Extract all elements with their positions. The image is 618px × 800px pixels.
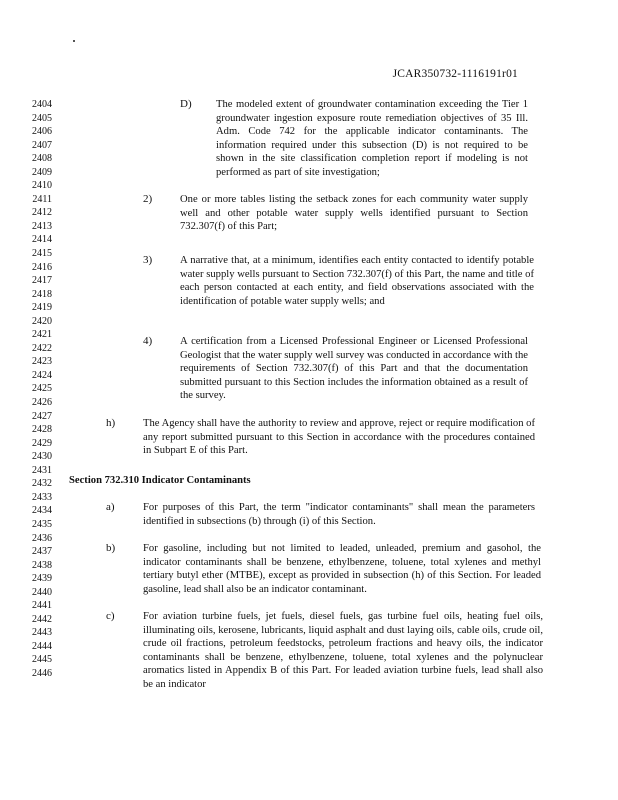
line-number: 2434 <box>32 505 52 517</box>
line-number: 2435 <box>32 518 52 530</box>
item-text-2: One or more tables listing the setback zones for each community water supply well and other potable water supply wells identified pursuant to Section 732.307(f) of this Part; <box>180 194 528 233</box>
line-number: 2440 <box>32 586 52 598</box>
item-label-3: 3) <box>143 254 153 266</box>
line-number: 2425 <box>32 383 52 395</box>
line-number: 2415 <box>32 248 52 260</box>
line-number: 2429 <box>32 437 52 449</box>
line-number: 2433 <box>32 491 52 503</box>
line-number: 2443 <box>32 627 52 639</box>
line-number: 2414 <box>32 234 52 246</box>
item-text-h: The Agency shall have the authority to review and approve, reject or require modification of any report submitted pursuant to this Section in accordance with the procedures contained in Subpart E of this Part. <box>143 418 535 457</box>
line-number: 2418 <box>32 288 52 300</box>
line-number: 2421 <box>32 329 52 341</box>
line-number: 2438 <box>32 559 52 571</box>
line-number: 2408 <box>32 153 52 165</box>
line-number: 2439 <box>32 573 52 585</box>
line-number: 2405 <box>32 112 52 124</box>
line-number: 2427 <box>32 410 52 422</box>
line-number: 2410 <box>32 180 52 192</box>
line-number: 2411 <box>32 193 52 205</box>
section-item-label-c: c) <box>106 610 115 622</box>
line-number: 2441 <box>32 600 52 612</box>
item-label-h: h) <box>106 417 116 429</box>
item-label-4: 4) <box>143 335 153 347</box>
item-label-2: 2) <box>143 193 153 205</box>
line-number: 2437 <box>32 546 52 558</box>
line-number: 2416 <box>32 261 52 273</box>
line-number: 2417 <box>32 275 52 287</box>
line-number: 2424 <box>32 369 52 381</box>
line-number: 2430 <box>32 451 52 463</box>
line-number: 2426 <box>32 397 52 409</box>
line-number: 2404 <box>32 99 52 110</box>
section-item-text-c: For aviation turbine fuels, jet fuels, diesel fuels, gas turbine fuel oils, heating fuel oils, illuminating oils, kerosene, lubricants, liquid asphalt and dust laying oils, cable oils, crude oil, crude oil fractions, petroleum feedstocks, petroleum fractions and heavy oils, the indicator contaminants shall be benzene, ethylbenzene, toluene, total xylenes and the polynuclear aromatics listed in Appendix B of this Part. For leaded aviation turbine fuels, lead shall also be an indicator <box>143 611 543 690</box>
line-number: 2445 <box>32 654 52 666</box>
section-item-text-b: For gasoline, including but not limited to leaded, unleaded, premium and gasohol, the indicator contaminants shall be benzene, ethylbenzene, toluene, total xylenes and methyl tertiary butyl ether (MTBE), except as provided in subsection (h) of this Section. For leaded gasoline, lead shall also be an indicator contaminant. <box>143 543 541 595</box>
document-id-header: JCAR350732-1116191r01 <box>392 68 518 80</box>
section-heading: Section 732.310 Indicator Contaminants <box>69 475 251 486</box>
section-item-text-a: For purposes of this Part, the term "indicator contaminants" shall mean the parameters identified in subsections (b) through (i) of this Section. <box>143 502 535 527</box>
line-number: 2428 <box>32 424 52 436</box>
line-number: 2407 <box>32 139 52 151</box>
line-number-gutter <box>18 98 52 681</box>
line-number: 2446 <box>32 667 52 679</box>
line-number: 2419 <box>32 302 52 314</box>
item-text-d: The modeled extent of groundwater contamination exceeding the Tier 1 groundwater ingestion exposure route remediation objectives of 35 Ill. Adm. Code 742 for the applicable indicator contaminants. The information required under this subsection (D) is not required to be shown in the site classification completion report if modeling is not performed as part of site investigation; <box>216 99 528 178</box>
section-item-label-b: b) <box>106 542 116 554</box>
line-number: 2423 <box>32 356 52 368</box>
line-number: 2406 <box>32 126 52 138</box>
item-text-4: A certification from a Licensed Professional Engineer or Licensed Professional Geologist that the water supply well survey was conducted in accordance with the requirements of Section 732.307(f) of this Part and that the documentation submitted pursuant to this Section includes the information obtained as a result of the survey. <box>180 336 528 402</box>
line-number: 2431 <box>32 464 52 476</box>
line-number: 2422 <box>32 342 52 354</box>
line-number: 2444 <box>32 640 52 652</box>
scan-speck <box>73 40 75 42</box>
line-number: 2409 <box>32 166 52 178</box>
line-number: 2412 <box>32 207 52 219</box>
line-number: 2436 <box>32 532 52 544</box>
line-number: 2442 <box>32 613 52 625</box>
item-text-3: A narrative that, at a minimum, identifies each entity contacted to identify potable water supply wells pursuant to Section 732.307(f) of this Part, the name and title of each person contacted at each entity, and field observations associated with the identification of potable water supply wells; and <box>180 255 534 307</box>
line-number: 2432 <box>32 478 52 490</box>
line-number: 2420 <box>32 315 52 327</box>
item-label-d: D) <box>180 98 192 110</box>
line-number: 2413 <box>32 220 52 232</box>
section-item-label-a: a) <box>106 501 115 513</box>
